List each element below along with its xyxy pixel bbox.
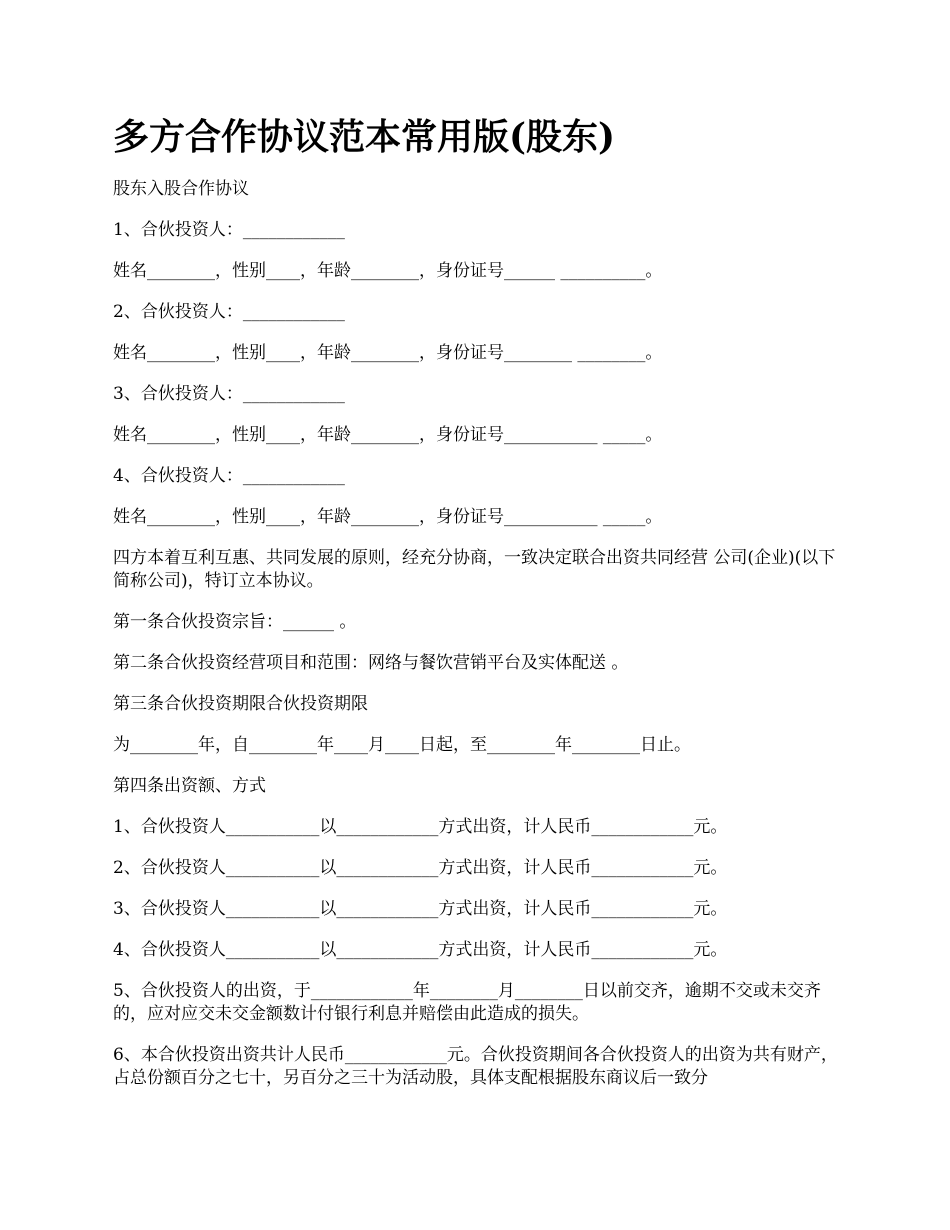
paragraph-article-3: 第三条合伙投资期限合伙投资期限: [113, 694, 368, 714]
paragraph-article-2: 第二条合伙投资经营项目和范围：网络与餐饮营销平台及实体配送 。: [113, 653, 629, 673]
paragraph-term: 为________年，自________年____月____日起，至________年________日止。: [113, 735, 691, 755]
paragraph-preamble: 四方本着互利互惠、共同发展的原则，经充分协商，一致决定联合出资共同经营 公司(企业)(以下简称公司)，特订立本协议。: [113, 548, 836, 591]
paragraph-contribution-3: 3、合伙投资人___________以____________方式出资，计人民币____________元。: [113, 899, 728, 919]
paragraph-total-capital: 6、本合伙投资出资共计人民币____________元。合伙投资期间各合伙投资人的出资为共有财产，占总份额百分之七十，另百分之三十为活动股，具体支配根据股东商议后一致分: [113, 1045, 838, 1088]
paragraph-investor-4: 4、合伙投资人：____________: [113, 466, 345, 486]
paragraph-payment-deadline: 5、合伙投资人的出资，于____________年________月________日以前交齐，逾期不交或未交齐的，应对应交未交金额数计付银行利息并赔偿由此造成的损失。: [113, 981, 821, 1024]
paragraph-identity-2: 姓名________，性别____，年龄________，身份证号________ ________。: [113, 343, 663, 363]
paragraph-investor-3: 3、合伙投资人：____________: [113, 384, 345, 404]
document-title: 多方合作协议范本常用版(股东): [113, 116, 616, 158]
paragraph-article-1: 第一条合伙投资宗旨：______ 。: [113, 612, 357, 632]
paragraph-investor-2: 2、合伙投资人：____________: [113, 302, 345, 322]
paragraph-investor-1: 1、合伙投资人：____________: [113, 220, 345, 240]
paragraph-contribution-2: 2、合伙投资人___________以____________方式出资，计人民币____________元。: [113, 858, 728, 878]
paragraph-identity-4: 姓名________，性别____，年龄________，身份证号___________ _____。: [113, 507, 663, 527]
paragraph-identity-1: 姓名________，性别____，年龄________，身份证号______ __________。: [113, 261, 663, 281]
paragraph-article-4: 第四条出资额、方式: [113, 776, 266, 796]
paragraph-contribution-4: 4、合伙投资人___________以____________方式出资，计人民币____________元。: [113, 940, 728, 960]
paragraph-identity-3: 姓名________，性别____，年龄________，身份证号___________ _____。: [113, 425, 663, 445]
paragraph-intro: 股东入股合作协议: [113, 179, 249, 199]
paragraph-contribution-1: 1、合伙投资人___________以____________方式出资，计人民币____________元。: [113, 817, 728, 837]
document-body: [113, 178, 841, 1090]
